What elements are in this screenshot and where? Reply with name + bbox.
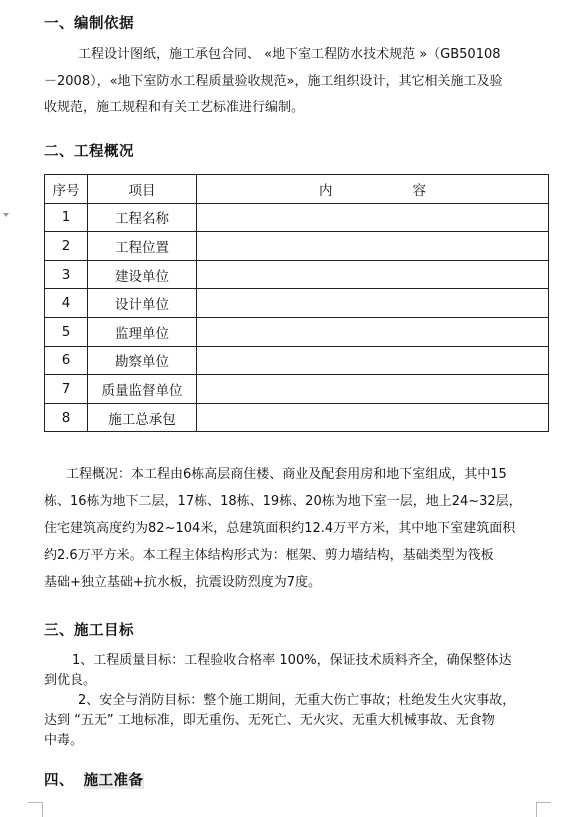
paragraph-line: 中毒。 <box>44 733 84 748</box>
paragraph-overview <box>44 461 552 596</box>
table-cell-no: 8 <box>45 403 88 432</box>
collapse-marker-icon <box>3 213 9 217</box>
paragraph-line: 住宅建筑高度约为82~104米，总建筑面积约12.4万平方米，其中地下室建筑面积 <box>44 521 516 536</box>
table-cell-content[interactable] <box>197 203 549 232</box>
table-cell-item: 建设单位 <box>88 260 197 289</box>
paragraph-line: －2008），«地下室防水工程质量验收规范»，施工组织设计，其它相关施工及验 <box>44 73 503 89</box>
table-cell-item: 勘察单位 <box>88 346 197 375</box>
table-row <box>45 232 549 261</box>
table-cell-no: 5 <box>45 317 88 346</box>
table-cell-no: 6 <box>45 346 88 375</box>
section-heading-text: 施工准备 <box>83 773 144 789</box>
paragraph-line: 收规范，施工规程和有关工艺标准进行编制。 <box>44 100 305 115</box>
paragraph-line: 约2.6万平方米。本工程主体结构形式为：框架、剪力墙结构，基础类型为筏板 <box>44 548 494 563</box>
paragraph-line: 栋、16栋为地下二层，17栋、18栋、19栋、20栋为地下室一层，地上24~32层， <box>44 494 522 509</box>
table-cell-item: 工程位置 <box>88 232 197 261</box>
table-cell-content[interactable] <box>197 403 549 432</box>
paragraph-line: 工程设计图纸，施工承包合同、 «地下室工程防水技术规范 »（GB50108 <box>78 47 501 62</box>
table-cell-no: 1 <box>45 203 88 232</box>
table-row <box>45 375 549 404</box>
table-cell-no: 3 <box>45 260 88 289</box>
table-row <box>45 346 549 375</box>
project-info-table <box>44 174 549 432</box>
section-heading-prep <box>44 769 144 790</box>
table-header-content <box>197 175 549 204</box>
table-cell-content[interactable] <box>197 260 549 289</box>
paragraph-line: 工程概况：本工程由6栋高层商住楼、商业及配套用房和地下室组成，其中15 <box>66 467 507 482</box>
table-row <box>45 260 549 289</box>
paragraph-goals <box>44 651 552 751</box>
table-cell-content[interactable] <box>197 232 549 261</box>
table-cell-content[interactable] <box>197 289 549 318</box>
section-heading-overview: 二、工程概况 <box>44 144 134 160</box>
section-heading-number: 四、 <box>44 773 74 789</box>
table-cell-no: 7 <box>45 375 88 404</box>
table-cell-item: 设计单位 <box>88 289 197 318</box>
page-corner-mark <box>536 802 551 817</box>
table-cell-no: 4 <box>45 289 88 318</box>
table-header-cell: 容 <box>412 182 426 199</box>
table-header-cell: 序号 <box>45 175 88 204</box>
table-cell-content[interactable] <box>197 346 549 375</box>
paragraph-line: 1、工程质量目标：工程验收合格率 100%，保证技术质料齐全，确保整体达 <box>72 653 512 668</box>
table-row <box>45 289 549 318</box>
paragraph-line: 2、安全与消防目标：整个施工期间，无重大伤亡事故；杜绝发生火灾事故， <box>78 693 516 708</box>
table-cell-item: 施工总承包 <box>88 403 197 432</box>
table-header-cell: 内 <box>319 182 333 199</box>
page-corner-mark <box>28 802 43 817</box>
table-cell-item: 监理单位 <box>88 317 197 346</box>
table-row <box>45 317 549 346</box>
paragraph-line: 基础+独立基础+抗水板，抗震设防烈度为7度。 <box>44 575 322 590</box>
table-header-cell: 项目 <box>88 175 197 204</box>
table-cell-content[interactable] <box>197 375 549 404</box>
table-row <box>45 403 549 432</box>
paragraph-basis <box>44 42 552 122</box>
section-heading-basis: 一、编制依据 <box>44 16 134 32</box>
paragraph-line: 到优良。 <box>44 673 97 688</box>
table-cell-item: 工程名称 <box>88 203 197 232</box>
table-cell-item: 质量监督单位 <box>88 375 197 404</box>
table-header-row <box>45 175 549 204</box>
section-heading-goals: 三、施工目标 <box>44 623 134 639</box>
table-cell-content[interactable] <box>197 317 549 346</box>
table-row <box>45 203 549 232</box>
table-cell-no: 2 <box>45 232 88 261</box>
paragraph-line: 达到 “五无” 工地标准，即无重伤、无死亡、无火灾、无重大机械事故、无食物 <box>44 713 495 728</box>
